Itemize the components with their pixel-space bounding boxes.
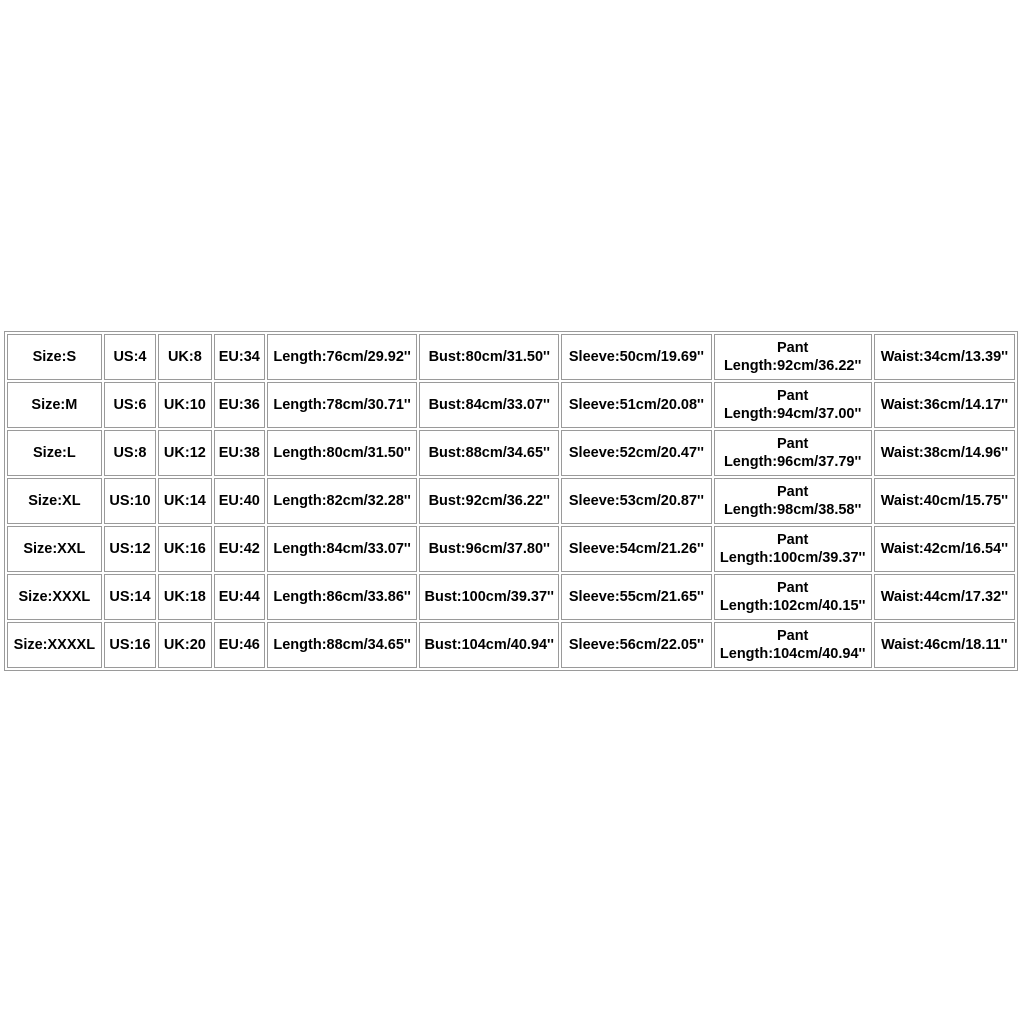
- waist-cell: Waist:40cm/15.75'': [874, 478, 1015, 524]
- us-size-cell: US:12: [104, 526, 156, 572]
- waist-cell: Waist:36cm/14.17'': [874, 382, 1015, 428]
- uk-size-cell: UK:20: [158, 622, 211, 668]
- sleeve-cell: Sleeve:51cm/20.08'': [561, 382, 711, 428]
- size-cell: Size:XXL: [7, 526, 102, 572]
- uk-size-cell: UK:18: [158, 574, 211, 620]
- length-cell: Length:82cm/32.28'': [267, 478, 417, 524]
- size-chart-table: [4, 331, 1018, 671]
- pant-label: Pant: [776, 436, 809, 452]
- uk-size-cell: UK:16: [158, 526, 211, 572]
- sleeve-cell: Sleeve:56cm/22.05'': [561, 622, 711, 668]
- length-cell: Length:80cm/31.50'': [267, 430, 417, 476]
- length-cell: Length:86cm/33.86'': [267, 574, 417, 620]
- pant-length-value: Length:104cm/40.94'': [719, 646, 866, 662]
- table-row: [7, 382, 1015, 428]
- sleeve-cell: Sleeve:50cm/19.69'': [561, 334, 711, 380]
- pant-length-cell: [714, 382, 872, 428]
- pant-label: Pant: [776, 580, 809, 596]
- size-cell: Size:XXXL: [7, 574, 102, 620]
- sleeve-cell: Sleeve:54cm/21.26'': [561, 526, 711, 572]
- pant-length-cell: [714, 430, 872, 476]
- eu-size-cell: EU:42: [214, 526, 265, 572]
- size-cell: Size:S: [7, 334, 102, 380]
- us-size-cell: US:4: [104, 334, 156, 380]
- pant-length-value: Length:94cm/37.00'': [723, 406, 862, 422]
- pant-label: Pant: [776, 532, 809, 548]
- pant-length-value: Length:100cm/39.37'': [719, 550, 866, 566]
- pant-label: Pant: [776, 628, 809, 644]
- pant-label: Pant: [776, 388, 809, 404]
- length-cell: Length:88cm/34.65'': [267, 622, 417, 668]
- table-row: [7, 430, 1015, 476]
- size-cell: Size:XXXXL: [7, 622, 102, 668]
- bust-cell: Bust:80cm/31.50'': [419, 334, 559, 380]
- length-cell: Length:78cm/30.71'': [267, 382, 417, 428]
- eu-size-cell: EU:40: [214, 478, 265, 524]
- waist-cell: Waist:42cm/16.54'': [874, 526, 1015, 572]
- table-row: [7, 478, 1015, 524]
- pant-length-value: Length:92cm/36.22'': [723, 358, 862, 374]
- uk-size-cell: UK:14: [158, 478, 211, 524]
- bust-cell: Bust:96cm/37.80'': [419, 526, 559, 572]
- size-cell: Size:L: [7, 430, 102, 476]
- waist-cell: Waist:38cm/14.96'': [874, 430, 1015, 476]
- pant-label: Pant: [776, 340, 809, 356]
- pant-length-cell: [714, 526, 872, 572]
- pant-length-cell: [714, 478, 872, 524]
- pant-length-cell: [714, 574, 872, 620]
- size-cell: Size:M: [7, 382, 102, 428]
- uk-size-cell: UK:12: [158, 430, 211, 476]
- pant-length-value: Length:98cm/38.58'': [723, 502, 862, 518]
- sleeve-cell: Sleeve:55cm/21.65'': [561, 574, 711, 620]
- length-cell: Length:84cm/33.07'': [267, 526, 417, 572]
- eu-size-cell: EU:46: [214, 622, 265, 668]
- us-size-cell: US:10: [104, 478, 156, 524]
- bust-cell: Bust:100cm/39.37'': [419, 574, 559, 620]
- sleeve-cell: Sleeve:52cm/20.47'': [561, 430, 711, 476]
- pant-length-value: Length:96cm/37.79'': [723, 454, 862, 470]
- bust-cell: Bust:88cm/34.65'': [419, 430, 559, 476]
- table-row: [7, 622, 1015, 668]
- eu-size-cell: EU:44: [214, 574, 265, 620]
- us-size-cell: US:16: [104, 622, 156, 668]
- us-size-cell: US:6: [104, 382, 156, 428]
- us-size-cell: US:8: [104, 430, 156, 476]
- pant-length-value: Length:102cm/40.15'': [719, 598, 866, 614]
- table-row: [7, 574, 1015, 620]
- pant-label: Pant: [776, 484, 809, 500]
- sleeve-cell: Sleeve:53cm/20.87'': [561, 478, 711, 524]
- eu-size-cell: EU:34: [214, 334, 265, 380]
- length-cell: Length:76cm/29.92'': [267, 334, 417, 380]
- bust-cell: Bust:84cm/33.07'': [419, 382, 559, 428]
- waist-cell: Waist:34cm/13.39'': [874, 334, 1015, 380]
- uk-size-cell: UK:10: [158, 382, 211, 428]
- table-row: [7, 334, 1015, 380]
- us-size-cell: US:14: [104, 574, 156, 620]
- table-row: [7, 526, 1015, 572]
- eu-size-cell: EU:38: [214, 430, 265, 476]
- size-cell: Size:XL: [7, 478, 102, 524]
- eu-size-cell: EU:36: [214, 382, 265, 428]
- bust-cell: Bust:104cm/40.94'': [419, 622, 559, 668]
- uk-size-cell: UK:8: [158, 334, 211, 380]
- waist-cell: Waist:44cm/17.32'': [874, 574, 1015, 620]
- bust-cell: Bust:92cm/36.22'': [419, 478, 559, 524]
- pant-length-cell: [714, 622, 872, 668]
- waist-cell: Waist:46cm/18.11'': [874, 622, 1015, 668]
- pant-length-cell: [714, 334, 872, 380]
